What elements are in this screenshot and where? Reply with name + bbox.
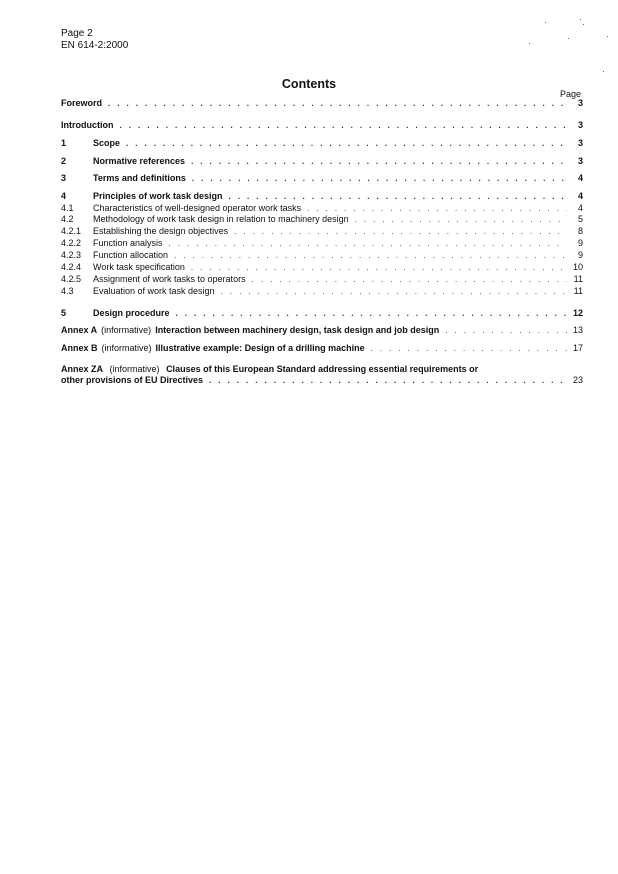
toc-number: 1: [61, 138, 67, 148]
toc-page: 3: [577, 98, 583, 108]
annex-prefix: Annex ZA: [61, 364, 104, 374]
toc-label: Terms and definitions: [93, 173, 186, 183]
scan-speck: [568, 38, 569, 39]
toc-number: 4.2.3: [61, 250, 82, 260]
toc-page: 3: [577, 138, 583, 148]
toc-page: 12: [572, 308, 583, 318]
toc-label: Work task specification: [93, 262, 185, 272]
annex-label: Clauses of this European Standard addressing essential requirements or: [166, 364, 479, 374]
annex-informative: (informative): [101, 325, 152, 335]
toc-entry-4-2-2[interactable]: [61, 238, 583, 249]
toc-label: Function analysis: [93, 238, 163, 248]
toc-leader: [234, 226, 567, 237]
toc-label: Characteristics of well-designed operator work tasks: [93, 203, 302, 213]
toc-page: 10: [572, 262, 583, 272]
toc-entry-introduction[interactable]: [61, 120, 583, 131]
toc-leader: [126, 138, 567, 149]
toc-entry-4-3[interactable]: [61, 286, 583, 297]
toc-entry-scope[interactable]: [61, 138, 583, 149]
document-id: EN 614-2:2000: [61, 40, 129, 51]
toc-leader: [445, 325, 567, 336]
toc-page: 5: [577, 214, 583, 224]
toc-entry-4-2-5[interactable]: [61, 274, 583, 285]
scan-speck: [603, 71, 604, 72]
toc-leader: [169, 238, 567, 249]
toc-label: Introduction: [61, 120, 114, 130]
page-header: [61, 28, 128, 52]
toc-leader: [108, 98, 567, 109]
toc-label: Establishing the design objectives: [93, 226, 229, 236]
toc-entry-4-2-1[interactable]: [61, 226, 583, 237]
toc-page: 4: [577, 191, 583, 201]
toc-number: 4.2: [61, 214, 74, 224]
toc-leader: [221, 286, 567, 297]
toc-page: 4: [577, 173, 583, 183]
annex-informative: (informative): [109, 364, 160, 374]
toc-leader: [229, 191, 567, 202]
toc-page: 3: [577, 120, 583, 130]
toc-leader: [371, 343, 567, 354]
toc-entry-normative-references[interactable]: [61, 156, 583, 167]
toc-number: 2: [61, 156, 67, 166]
toc-page: 9: [577, 250, 583, 260]
scan-speck: [583, 24, 584, 25]
toc-page: 11: [573, 286, 583, 296]
toc-label: Design procedure: [93, 308, 170, 318]
annex-label-continued: other provisions of EU Directives: [61, 375, 204, 385]
toc-number: 3: [61, 173, 67, 183]
toc-number: 4.2.5: [61, 274, 82, 284]
toc-label: Methodology of work task design in relation to machinery design: [93, 214, 349, 224]
toc-leader: [307, 203, 567, 214]
page-number: Page 2: [61, 28, 93, 39]
annex-prefix: Annex A: [61, 325, 98, 335]
toc-entry-terms-definitions[interactable]: [61, 173, 583, 184]
scan-speck: [607, 36, 608, 37]
toc-label: Assignment of work tasks to operators: [93, 274, 246, 284]
toc-entry-foreword[interactable]: [61, 98, 583, 109]
toc-entry-principles[interactable]: [61, 191, 583, 202]
toc-entry-4-1[interactable]: [61, 203, 583, 214]
toc-page: 9: [577, 238, 583, 248]
toc-leader: [355, 214, 567, 225]
toc-entry-4-2-3[interactable]: [61, 250, 583, 261]
toc-leader: [174, 250, 567, 261]
annex-prefix: Annex B: [61, 343, 98, 353]
scan-speck: [545, 22, 546, 23]
toc-number: 4.3: [61, 286, 74, 296]
contents-title: Contents: [281, 77, 337, 91]
toc-entry-4-2[interactable]: [61, 214, 583, 225]
toc-number: 4: [61, 191, 67, 201]
toc-entry-4-2-4[interactable]: [61, 262, 583, 273]
toc-number: 4.2.4: [61, 262, 82, 272]
toc-entry-annex-za-line1[interactable]: [61, 364, 478, 375]
toc-label: Normative references: [93, 156, 186, 166]
toc-number: 4.2.1: [61, 226, 82, 236]
toc-leader: [120, 120, 568, 131]
toc-leader: [252, 274, 567, 285]
toc-leader: [209, 375, 567, 386]
toc-page: 4: [577, 203, 583, 213]
annex-label: Interaction between machinery design, task design and job design: [155, 325, 440, 335]
toc-number: 5: [61, 308, 67, 318]
toc-number: 4.2.2: [61, 238, 82, 248]
toc-page: 23: [572, 375, 583, 385]
scan-speck: [580, 19, 581, 20]
toc-leader: [176, 308, 567, 319]
toc-leader: [191, 156, 567, 167]
scan-speck: [529, 43, 530, 44]
page-column-label: Page: [560, 89, 582, 99]
toc-page: 8: [577, 226, 583, 236]
toc-label: Evaluation of work task design: [93, 286, 215, 296]
toc-label: Scope: [93, 138, 121, 148]
toc-label: Principles of work task design: [93, 191, 223, 201]
toc-page: 17: [572, 343, 583, 353]
toc-page: 13: [572, 325, 583, 335]
toc-entry-annex-za-line2[interactable]: [61, 375, 583, 386]
toc-entry-annex-a[interactable]: [61, 325, 583, 336]
toc-label: Function allocation: [93, 250, 169, 260]
annex-label: Illustrative example: Design of a drilling machine: [155, 343, 365, 353]
toc-page: 11: [573, 274, 583, 284]
annex-informative: (informative): [101, 343, 152, 353]
toc-page: 3: [577, 156, 583, 166]
toc-leader: [192, 173, 567, 184]
toc-label: Foreword: [61, 98, 103, 108]
toc-entry-design-procedure[interactable]: [61, 308, 583, 319]
toc-leader: [191, 262, 567, 273]
toc-number: 4.1: [61, 203, 74, 213]
toc-entry-annex-b[interactable]: [61, 343, 583, 354]
